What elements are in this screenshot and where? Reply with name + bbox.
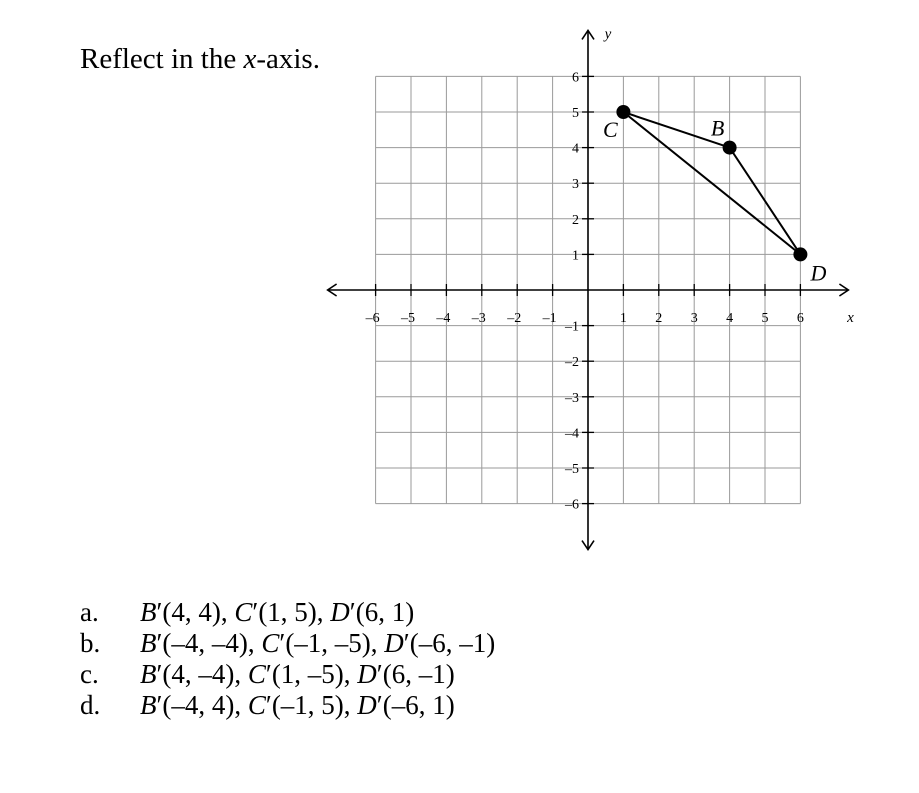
- choice-answer: B′(4, 4), C′(1, 5), D′(6, 1): [140, 597, 415, 627]
- answer-choices: [80, 597, 495, 721]
- y-tick-label: –6: [565, 497, 579, 513]
- triangle-figure: [603, 105, 826, 285]
- x-tick-label: –4: [436, 311, 451, 326]
- vertex-d-point: [793, 247, 807, 261]
- x-tick-label: 1: [619, 311, 627, 326]
- x-tick-label: 5: [761, 311, 769, 326]
- y-tick-label: 2: [572, 212, 579, 228]
- prompt-text-start: Reflect in the: [80, 43, 244, 75]
- y-tick-label: –2: [565, 355, 579, 371]
- y-tick-label: –4: [565, 426, 579, 442]
- choice-answer: B′(–4, –4), C′(–1, –5), D′(–6, –1): [140, 628, 496, 658]
- x-tick-label: –2: [507, 311, 522, 326]
- x-tick-label: –6: [365, 311, 380, 326]
- x-tick-label: 3: [690, 311, 698, 326]
- x-tick-label: –5: [401, 311, 415, 326]
- vertex-c-label: C: [603, 117, 618, 142]
- x-tick-label: 2: [655, 311, 663, 326]
- y-tick-label: 4: [572, 141, 579, 157]
- choice-letter: a.: [80, 597, 99, 627]
- choice-a[interactable]: [80, 597, 495, 628]
- choice-d[interactable]: [80, 690, 495, 721]
- x-tick-label: –3: [471, 311, 486, 326]
- y-axis-label: y: [604, 26, 612, 43]
- y-tick-label: 3: [572, 177, 579, 193]
- vertex-b-point: [723, 141, 737, 155]
- choice-b[interactable]: [80, 628, 495, 659]
- x-tick-label: 6: [796, 311, 804, 326]
- y-tick-label: 6: [572, 70, 579, 86]
- choice-answer: B′(4, –4), C′(1, –5), D′(6, –1): [140, 659, 455, 689]
- choice-letter: c.: [80, 659, 99, 689]
- x-tick-label: 4: [726, 311, 734, 326]
- prompt-text-end: -axis.: [256, 43, 320, 75]
- tick-labels: [365, 26, 854, 512]
- choice-c[interactable]: [80, 659, 495, 690]
- vertex-c-point: [616, 105, 630, 119]
- choice-letter: b.: [80, 628, 101, 658]
- choice-answer: B′(–4, 4), C′(–1, 5), D′(–6, 1): [140, 690, 455, 720]
- y-tick-label: –5: [565, 462, 579, 477]
- choice-letter: d.: [80, 690, 101, 720]
- y-tick-label: 5: [572, 106, 579, 121]
- x-axis-label: x: [847, 310, 854, 326]
- vertex-b-label: B: [710, 115, 725, 141]
- y-tick-label: 1: [572, 248, 579, 264]
- x-tick-label: –1: [542, 311, 557, 326]
- vertex-d-label: D: [810, 260, 827, 286]
- y-tick-label: –1: [565, 319, 579, 335]
- prompt-variable: x: [243, 43, 257, 75]
- y-tick-label: –3: [565, 390, 579, 406]
- axes: [328, 30, 849, 549]
